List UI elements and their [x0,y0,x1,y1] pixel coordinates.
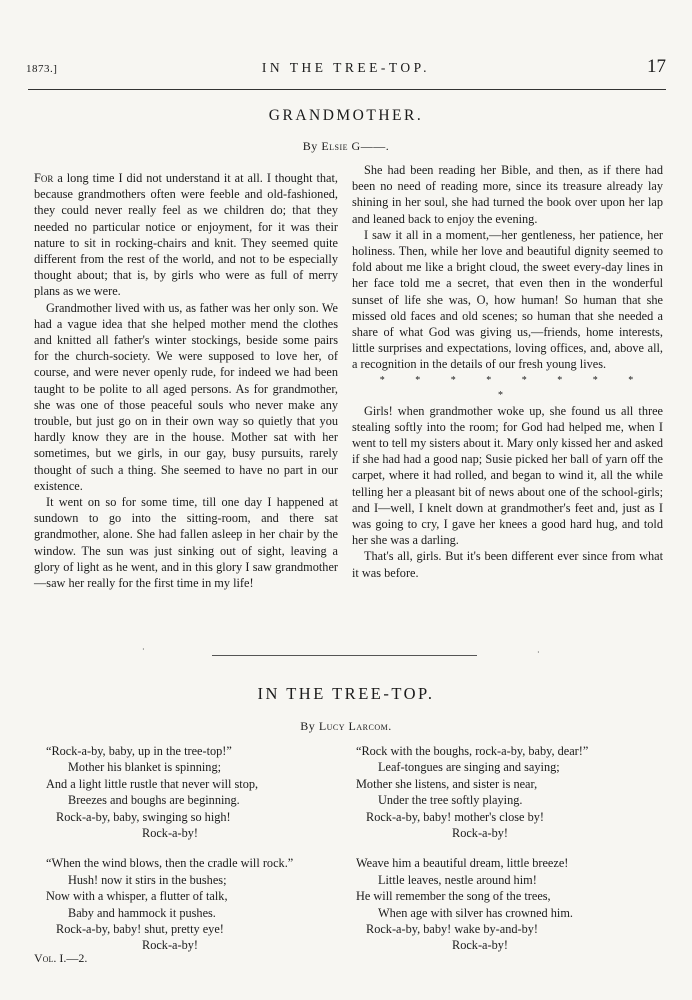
poem-line: “Rock-a-by, baby, up in the tree-top!” [46,744,232,758]
section-break-stars: * * * * * * * * * [379,374,648,401]
paragraph: Grandmother lived with us, as father was her only son. We had a vague idea that she helped mother mend the clothes and knitted all father's winter stockings, beside some pairs for the church-society. We were supposed to love her, of course, and were never openly rude, for indeed we had been taught to be polite to all aged persons. As for grandmother, she was one of those peaceful souls who never make any trouble, but just go on in their own way so quietly that you hardly know they are in the house. Mother sat with her sometimes, but we girls, in our gay, busy pursuits, rarely thought of such a thing. She seemed to have no part in our existence. [34,300,338,493]
page-number: 17 [647,56,666,77]
poem-line: Hush! now it stirs in the bushes; [68,872,227,887]
article-byline-grandmother [0,139,692,154]
poem-line: Leaf-tongues are singing and saying; [378,760,560,775]
poem-line: Under the tree softly playing. [378,793,523,808]
poem-line: “When the wind blows, then the cradle will rock.” [46,856,294,871]
paragraph: I saw it all in a moment,—her gentleness, her patience, her holiness. Then, while her love and beautiful dignity seemed to fold about me like a bright cloud, the sweet every-day lines in her face told me a secret, that even then in the wonderful sunset of life she was, O, how human! So human that she missed old faces and old scenes; so human that she needed a share of what God was giving us,—friends, home interests, little surprises and expectations, loving offices, and, above all, a recognition in the details of our fresh young lives. [352,227,663,372]
poem-line: When age with silver has crowned him. [378,905,573,920]
poem-line: Mother she listens, and sister is near, [356,776,538,791]
byline-prefix: By [302,139,322,153]
poem-right-column [356,743,676,968]
volume-signature: Vol. I.—2. [34,951,88,965]
article-left-column [34,170,338,591]
separator-dot: · [537,648,540,657]
paragraph: She had been reading her Bible, and then, as if there had been no need of reading more, since its treasure already lay shining in her soul, she had turned the book over upon her lap and leaned back to enjoy the evening. [352,163,663,226]
separator-rule [212,655,477,656]
poem-refrain: Rock-a-by! [452,826,508,841]
poem-stanza [356,855,676,953]
paragraph: It went on so for some time, till one day I happened at sundown to go into the sitting-room, and there sat grandmother, alone. She had fallen asleep in her chair by the window. The sun was just sinking out of sight, leaving a glory of light as he went, and in this glory I saw grandmother—saw her really for the first time in my life! [34,495,338,591]
poem-line: Weave him a beautiful dream, little breeze! [356,856,569,871]
poem-left-column [46,743,346,968]
poem-refrain: Rock-a-by! [142,938,198,953]
byline-prefix: By [300,719,319,733]
poem-byline [0,719,692,734]
poem-line: “Rock with the boughs, rock-a-by, baby, dear!” [356,744,589,758]
paragraph: Girls! when grandmother woke up, she found us all three stealing softly into the room; for God had helped me, when I went to tell my sisters about it. Mary only kissed her and asked if she had had a good nap; Susie picked her ball of yarn off the carpet, where it had rolled, and began to wind it, all the while telling her a pleasant bit of news about one of the school-girls; and I—well, I knelt down at grandmother's feet and, just as I was going to cry, I gave her knees a good hard hug, and told her she was a darling. [352,403,663,548]
poem-line: Rock-a-by, baby! mother's close by! [366,809,544,824]
paragraph: That's all, girls. But it's been different ever since from what it was before. [352,549,663,580]
poem-line: Baby and hammock it pushes. [68,905,216,920]
poem-line: Little leaves, nestle around him! [378,872,537,887]
poem-stanza [46,855,346,953]
header-rule [28,89,666,90]
paragraph-lead: For [34,171,54,185]
paragraph [34,170,338,300]
poem-line: Now with a whisper, a flutter of talk, [46,889,228,904]
byline-author: Lucy Larcom. [318,719,392,733]
separator-dot: · [142,645,145,654]
poem-stanza [356,743,676,841]
poem-line: Rock-a-by, baby! shut, pretty eye! [56,922,224,937]
poem-title: IN THE TREE-TOP. [257,684,435,703]
running-head [26,56,666,80]
paragraph-text: a long time I did not understand it at all. I thought that, because grandmothers often were feeble and old-fashioned, they could never really feel as we children do; that they needed no particular notice or enjoyment, for it was their nature to sit in rocking-chairs and knit. They seemed quite different from the rest of the world, and not to be especially thought about; that is, by girls who were as full of merry plans as we were. [34,171,338,299]
poem-stanza [46,743,346,841]
article-title-grandmother: GRANDMOTHER. [268,107,424,124]
poem-line: Rock-a-by, baby! wake by-and-by! [366,922,538,937]
running-title: IN THE TREE-TOP. [261,60,431,75]
poem-line: Breezes and boughs are beginning. [68,793,240,808]
byline-author: Elsie G——. [321,139,390,153]
poem-refrain: Rock-a-by! [142,826,198,841]
header-year: 1873.] [26,63,58,75]
poem-line: And a light little rustle that never will stop, [46,776,259,791]
article-right-column [352,162,663,581]
poem-line: Rock-a-by, baby, swinging so high! [56,809,231,824]
poem-refrain: Rock-a-by! [452,938,508,953]
poem-line: Mother his blanket is spinning; [68,760,222,775]
poem-line: He will remember the song of the trees, [356,889,551,904]
